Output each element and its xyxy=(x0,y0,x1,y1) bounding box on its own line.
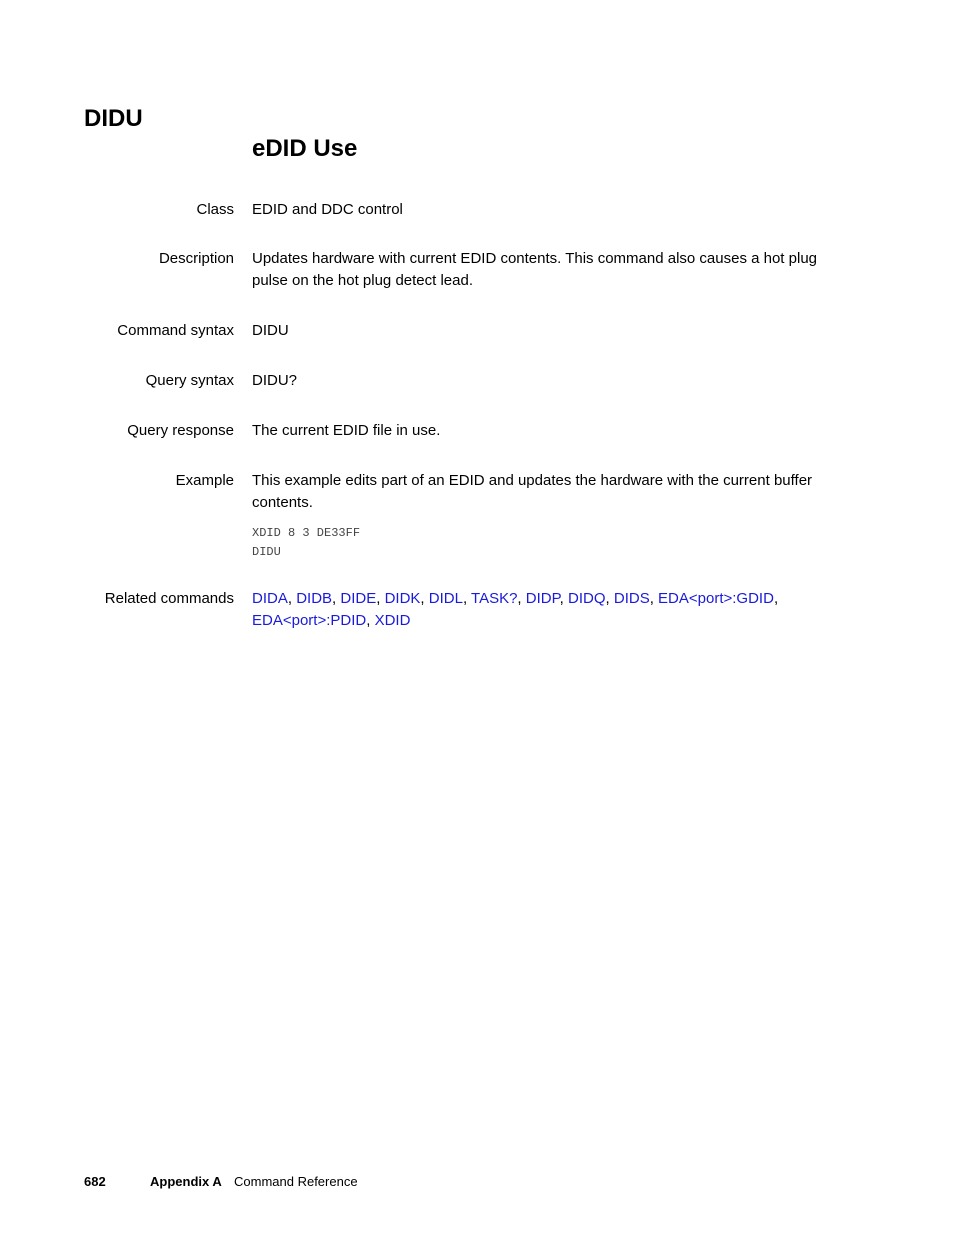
query-response-value: The current EDID file in use. xyxy=(252,422,441,439)
class-label: Class xyxy=(196,201,234,218)
page-number: 682 xyxy=(84,1174,106,1189)
description-label: Description xyxy=(158,250,234,267)
example-text: This example edits part of an EDID and updates the hardware with the current buffer contents. xyxy=(252,472,813,511)
related-link-didq[interactable]: DIDQ xyxy=(568,590,606,607)
example-block xyxy=(252,470,848,562)
related-commands-label: Related commands xyxy=(104,590,234,607)
related-link-didp[interactable]: DIDP xyxy=(525,590,560,607)
related-commands-list: DIDA, DIDB, DIDE, DIDK, DIDL, TASK?, DIDP, DIDQ, DIDS, EDA<port>:GDID, EDA<port>:PDID, XDID xyxy=(252,590,779,629)
code-line: XDID 8 3 DE33FF xyxy=(252,526,361,540)
command-syntax-label: Command syntax xyxy=(117,322,234,339)
related-link-dids[interactable]: DIDS xyxy=(613,590,650,607)
related-link-dida[interactable]: DIDA xyxy=(252,590,288,607)
related-link-dide[interactable]: DIDE xyxy=(340,590,377,607)
related-link-didk[interactable]: DIDK xyxy=(384,590,421,607)
related-link-eda-pdid[interactable]: EDA<port>:PDID xyxy=(252,612,367,629)
related-link-didb[interactable]: DIDB xyxy=(296,590,333,607)
command-name: DIDU xyxy=(84,105,143,132)
code-line: DIDU xyxy=(252,545,281,559)
description-value: Updates hardware with current EDID contents. This command also causes a hot plug pulse on the hot plug detect lead. xyxy=(252,250,818,289)
command-syntax-value: DIDU xyxy=(252,322,289,339)
footer-section: Command Reference xyxy=(234,1174,358,1189)
command-title: eDID Use xyxy=(252,135,358,162)
query-syntax-value: DIDU? xyxy=(252,372,298,389)
class-value: EDID and DDC control xyxy=(252,201,403,218)
related-link-eda-gdid[interactable]: EDA<port>:GDID xyxy=(658,590,774,607)
query-syntax-label: Query syntax xyxy=(145,372,234,389)
example-code xyxy=(252,524,848,562)
related-link-task[interactable]: TASK? xyxy=(471,590,518,607)
related-link-didl[interactable]: DIDL xyxy=(428,590,463,607)
related-link-xdid[interactable]: XDID xyxy=(374,612,411,629)
query-response-label: Query response xyxy=(127,422,234,439)
footer-appendix: Appendix A xyxy=(150,1174,222,1189)
example-label: Example xyxy=(175,472,234,489)
